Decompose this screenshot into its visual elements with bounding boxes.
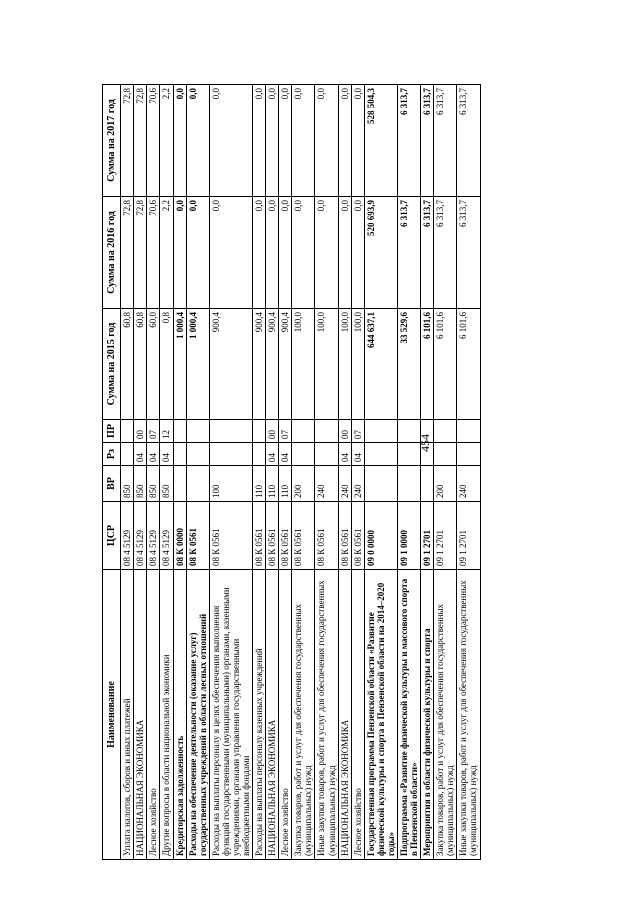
cell-vr bbox=[173, 466, 186, 502]
cell-sum-2017: 0,0 bbox=[173, 85, 186, 197]
cell-pr bbox=[364, 420, 397, 443]
cell-sum-2015: 0,8 bbox=[160, 309, 173, 420]
cell-vr bbox=[421, 466, 434, 502]
header-rz: Рз bbox=[103, 443, 121, 466]
cell-sum-2016: 0,0 bbox=[292, 197, 315, 309]
cell-rz bbox=[209, 443, 252, 466]
table-row bbox=[209, 85, 252, 860]
table-row bbox=[315, 85, 338, 860]
cell-vr: 110 bbox=[253, 466, 266, 502]
cell-name: НАЦИОНАЛЬНАЯ ЭКОНОМИКА bbox=[338, 570, 351, 860]
cell-rz: 04 bbox=[160, 443, 173, 466]
cell-rz: 04 bbox=[279, 443, 292, 466]
cell-rz: 04 bbox=[266, 443, 279, 466]
cell-vr bbox=[397, 466, 420, 502]
cell-sum-2016: 0,0 bbox=[173, 197, 186, 309]
table-row bbox=[160, 85, 173, 860]
table-row bbox=[292, 85, 315, 860]
cell-vr: 100 bbox=[209, 466, 252, 502]
cell-pr: 00 bbox=[266, 420, 279, 443]
cell-name: Кредиторская задолженность bbox=[173, 570, 186, 860]
cell-sum-2016: 0,0 bbox=[253, 197, 266, 309]
table-row bbox=[457, 85, 480, 860]
cell-sum-2016: 0,0 bbox=[266, 197, 279, 309]
cell-vr bbox=[186, 466, 209, 502]
budget-table bbox=[102, 84, 481, 860]
cell-sum-2017: 72,8 bbox=[134, 85, 147, 197]
cell-pr bbox=[315, 420, 338, 443]
rotated-page-content bbox=[102, 85, 552, 860]
cell-vr bbox=[364, 466, 397, 502]
cell-sum-2016: 2,2 bbox=[160, 197, 173, 309]
cell-sum-2017: 2,2 bbox=[160, 85, 173, 197]
cell-name: Иные закупки товаров, работ и услуг для обеспечения государственных (муниципальных) нужд bbox=[457, 570, 480, 860]
cell-sum-2015: 900,4 bbox=[253, 309, 266, 420]
cell-name: Другие вопросы в области национальной экономики bbox=[160, 570, 173, 860]
cell-sum-2015: 6 101,6 bbox=[434, 309, 457, 420]
cell-rz: 04 bbox=[351, 443, 364, 466]
cell-csr: 08 К 0561 bbox=[338, 502, 351, 570]
cell-sum-2015: 900,4 bbox=[209, 309, 252, 420]
cell-csr: 08 К 0561 bbox=[292, 502, 315, 570]
cell-pr: 07 bbox=[279, 420, 292, 443]
table-row bbox=[397, 85, 420, 860]
table-row bbox=[186, 85, 209, 860]
cell-pr: 12 bbox=[160, 420, 173, 443]
cell-name: Подпрограмма «Развитие физической культуры и массового спорта в Пензенской области» bbox=[397, 570, 420, 860]
cell-sum-2017: 0,0 bbox=[266, 85, 279, 197]
cell-vr: 110 bbox=[279, 466, 292, 502]
cell-csr: 09 1 2701 bbox=[457, 502, 480, 570]
cell-vr: 850 bbox=[147, 466, 160, 502]
cell-vr: 240 bbox=[315, 466, 338, 502]
cell-rz bbox=[253, 443, 266, 466]
cell-pr bbox=[292, 420, 315, 443]
cell-sum-2016: 0,0 bbox=[279, 197, 292, 309]
cell-pr bbox=[121, 420, 134, 443]
cell-sum-2016: 72,8 bbox=[121, 197, 134, 309]
cell-pr bbox=[434, 420, 457, 443]
cell-sum-2016: 0,0 bbox=[209, 197, 252, 309]
header-sum-2016: Сумма на 2016 год bbox=[103, 197, 121, 309]
cell-name: Закупка товаров, работ и услуг для обеспечения государственных (муниципальных) нужд bbox=[434, 570, 457, 860]
cell-sum-2017: 0,0 bbox=[315, 85, 338, 197]
table-row bbox=[173, 85, 186, 860]
cell-sum-2016: 6 313,7 bbox=[421, 197, 434, 309]
table-row bbox=[266, 85, 279, 860]
cell-sum-2015: 100,0 bbox=[292, 309, 315, 420]
cell-sum-2015: 100,0 bbox=[351, 309, 364, 420]
cell-name: Государственная программа Пензенской области «Развитие физической культуры и спорта в Пензенской области на 2014–2020 годы» bbox=[364, 570, 397, 860]
cell-name: Расходы на выплаты персоналу в целях обеспечения выполнения функций государственными (муниципальными) органами, казенными учреждениями, органами управления государственными внебюджетными фондами bbox=[209, 570, 252, 860]
cell-pr: 07 bbox=[147, 420, 160, 443]
header-sum-2015: Сумма на 2015 год bbox=[103, 309, 121, 420]
cell-sum-2015: 900,4 bbox=[266, 309, 279, 420]
cell-vr: 850 bbox=[134, 466, 147, 502]
table-row bbox=[279, 85, 292, 860]
cell-pr bbox=[253, 420, 266, 443]
header-vr: ВР bbox=[103, 466, 121, 502]
cell-sum-2016: 0,0 bbox=[186, 197, 209, 309]
cell-sum-2016: 0,0 bbox=[315, 197, 338, 309]
cell-sum-2016: 520 693,9 bbox=[364, 197, 397, 309]
cell-sum-2016: 6 313,7 bbox=[457, 197, 480, 309]
table-row bbox=[351, 85, 364, 860]
cell-rz bbox=[315, 443, 338, 466]
cell-rz: 04 bbox=[134, 443, 147, 466]
table-row bbox=[134, 85, 147, 860]
cell-rz bbox=[292, 443, 315, 466]
header-name: Наименование bbox=[103, 570, 121, 860]
cell-sum-2015: 60,8 bbox=[134, 309, 147, 420]
cell-sum-2015: 60,8 bbox=[121, 309, 134, 420]
table-row bbox=[421, 85, 434, 860]
cell-sum-2016: 0,0 bbox=[351, 197, 364, 309]
table-row bbox=[434, 85, 457, 860]
cell-name: НАЦИОНАЛЬНАЯ ЭКОНОМИКА bbox=[134, 570, 147, 860]
cell-name: НАЦИОНАЛЬНАЯ ЭКОНОМИКА bbox=[266, 570, 279, 860]
cell-vr: 110 bbox=[266, 466, 279, 502]
cell-sum-2015: 900,4 bbox=[279, 309, 292, 420]
cell-sum-2017: 70,6 bbox=[147, 85, 160, 197]
cell-sum-2015: 60,0 bbox=[147, 309, 160, 420]
cell-sum-2015: 33 529,6 bbox=[397, 309, 420, 420]
table-header bbox=[103, 85, 121, 860]
cell-sum-2017: 0,0 bbox=[338, 85, 351, 197]
cell-name: Лесное хозяйство bbox=[351, 570, 364, 860]
cell-name: Расходы на выплаты персоналу казенных учреждений bbox=[253, 570, 266, 860]
cell-sum-2017: 6 313,7 bbox=[434, 85, 457, 197]
cell-vr: 200 bbox=[434, 466, 457, 502]
cell-rz bbox=[364, 443, 397, 466]
cell-csr: 09 1 2701 bbox=[434, 502, 457, 570]
cell-pr bbox=[173, 420, 186, 443]
cell-vr: 240 bbox=[338, 466, 351, 502]
cell-csr: 08 К 0561 bbox=[209, 502, 252, 570]
cell-csr: 08 К 0000 bbox=[173, 502, 186, 570]
cell-sum-2017: 0,0 bbox=[253, 85, 266, 197]
cell-name: Уплата налогов, сборов и иных платежей bbox=[121, 570, 134, 860]
cell-sum-2015: 6 101,6 bbox=[421, 309, 434, 420]
cell-pr: 00 bbox=[134, 420, 147, 443]
page-number: 454 bbox=[418, 434, 432, 452]
cell-sum-2015: 100,0 bbox=[338, 309, 351, 420]
cell-vr: 850 bbox=[160, 466, 173, 502]
cell-pr: 07 bbox=[351, 420, 364, 443]
cell-sum-2017: 72,8 bbox=[121, 85, 134, 197]
cell-sum-2015: 644 637,1 bbox=[364, 309, 397, 420]
cell-sum-2017: 0,0 bbox=[351, 85, 364, 197]
cell-sum-2017: 0,0 bbox=[186, 85, 209, 197]
table-row bbox=[364, 85, 397, 860]
cell-csr: 09 1 0000 bbox=[397, 502, 420, 570]
cell-sum-2017: 0,0 bbox=[292, 85, 315, 197]
table-row bbox=[121, 85, 134, 860]
cell-name: Расходы на обеспечение деятельности (оказание услуг) государственных учреждений в области лесных отношений bbox=[186, 570, 209, 860]
cell-rz bbox=[173, 443, 186, 466]
cell-pr bbox=[186, 420, 209, 443]
cell-pr bbox=[397, 420, 420, 443]
cell-vr: 850 bbox=[121, 466, 134, 502]
cell-rz bbox=[121, 443, 134, 466]
header-csr: ЦСР bbox=[103, 502, 121, 570]
cell-csr: 08 К 0561 bbox=[279, 502, 292, 570]
cell-csr: 08 4 5129 bbox=[134, 502, 147, 570]
cell-name: Лесное хозяйство bbox=[279, 570, 292, 860]
cell-csr: 08 К 0561 bbox=[266, 502, 279, 570]
cell-name: Мероприятия в области физической культуры и спорта bbox=[421, 570, 434, 860]
header-pr: ПР bbox=[103, 420, 121, 443]
table-row bbox=[338, 85, 351, 860]
cell-csr: 08 4 5129 bbox=[160, 502, 173, 570]
cell-pr bbox=[457, 420, 480, 443]
table-row bbox=[147, 85, 160, 860]
cell-name: Закупка товаров, работ и услуг для обеспечения государственных (муниципальных) нужд bbox=[292, 570, 315, 860]
cell-csr: 08 К 0561 bbox=[315, 502, 338, 570]
cell-sum-2016: 6 313,7 bbox=[434, 197, 457, 309]
cell-sum-2017: 528 504,3 bbox=[364, 85, 397, 197]
cell-csr: 09 0 0000 bbox=[364, 502, 397, 570]
cell-sum-2015: 100,0 bbox=[315, 309, 338, 420]
cell-vr: 240 bbox=[351, 466, 364, 502]
cell-csr: 08 4 5129 bbox=[147, 502, 160, 570]
cell-name: Лесное хозяйство bbox=[147, 570, 160, 860]
cell-rz bbox=[186, 443, 209, 466]
header-sum-2017: Сумма на 2017 год bbox=[103, 85, 121, 197]
cell-rz bbox=[457, 443, 480, 466]
cell-csr: 08 К 0561 bbox=[186, 502, 209, 570]
cell-sum-2015: 1 000,4 bbox=[173, 309, 186, 420]
cell-rz bbox=[434, 443, 457, 466]
cell-sum-2016: 0,0 bbox=[338, 197, 351, 309]
cell-sum-2015: 1 000,4 bbox=[186, 309, 209, 420]
cell-rz: 04 bbox=[147, 443, 160, 466]
cell-sum-2017: 6 313,7 bbox=[397, 85, 420, 197]
cell-rz bbox=[397, 443, 420, 466]
cell-sum-2017: 6 313,7 bbox=[421, 85, 434, 197]
cell-rz bbox=[421, 443, 434, 466]
cell-vr: 240 bbox=[457, 466, 480, 502]
cell-sum-2017: 0,0 bbox=[209, 85, 252, 197]
cell-sum-2016: 6 313,7 bbox=[397, 197, 420, 309]
cell-name: Иные закупки товаров, работ и услуг для обеспечения государственных (муниципальных) нужд bbox=[315, 570, 338, 860]
cell-sum-2017: 0,0 bbox=[279, 85, 292, 197]
cell-csr: 08 4 5129 bbox=[121, 502, 134, 570]
cell-pr: 00 bbox=[338, 420, 351, 443]
cell-csr: 08 К 0561 bbox=[351, 502, 364, 570]
cell-pr bbox=[421, 420, 434, 443]
table-row bbox=[253, 85, 266, 860]
cell-vr: 200 bbox=[292, 466, 315, 502]
cell-sum-2015: 6 101,6 bbox=[457, 309, 480, 420]
cell-sum-2016: 70,6 bbox=[147, 197, 160, 309]
cell-csr: 09 1 2701 bbox=[421, 502, 434, 570]
cell-rz: 04 bbox=[338, 443, 351, 466]
cell-sum-2016: 72,8 bbox=[134, 197, 147, 309]
cell-sum-2017: 6 313,7 bbox=[457, 85, 480, 197]
cell-csr: 08 К 0561 bbox=[253, 502, 266, 570]
table-body bbox=[121, 85, 480, 860]
cell-pr bbox=[209, 420, 252, 443]
